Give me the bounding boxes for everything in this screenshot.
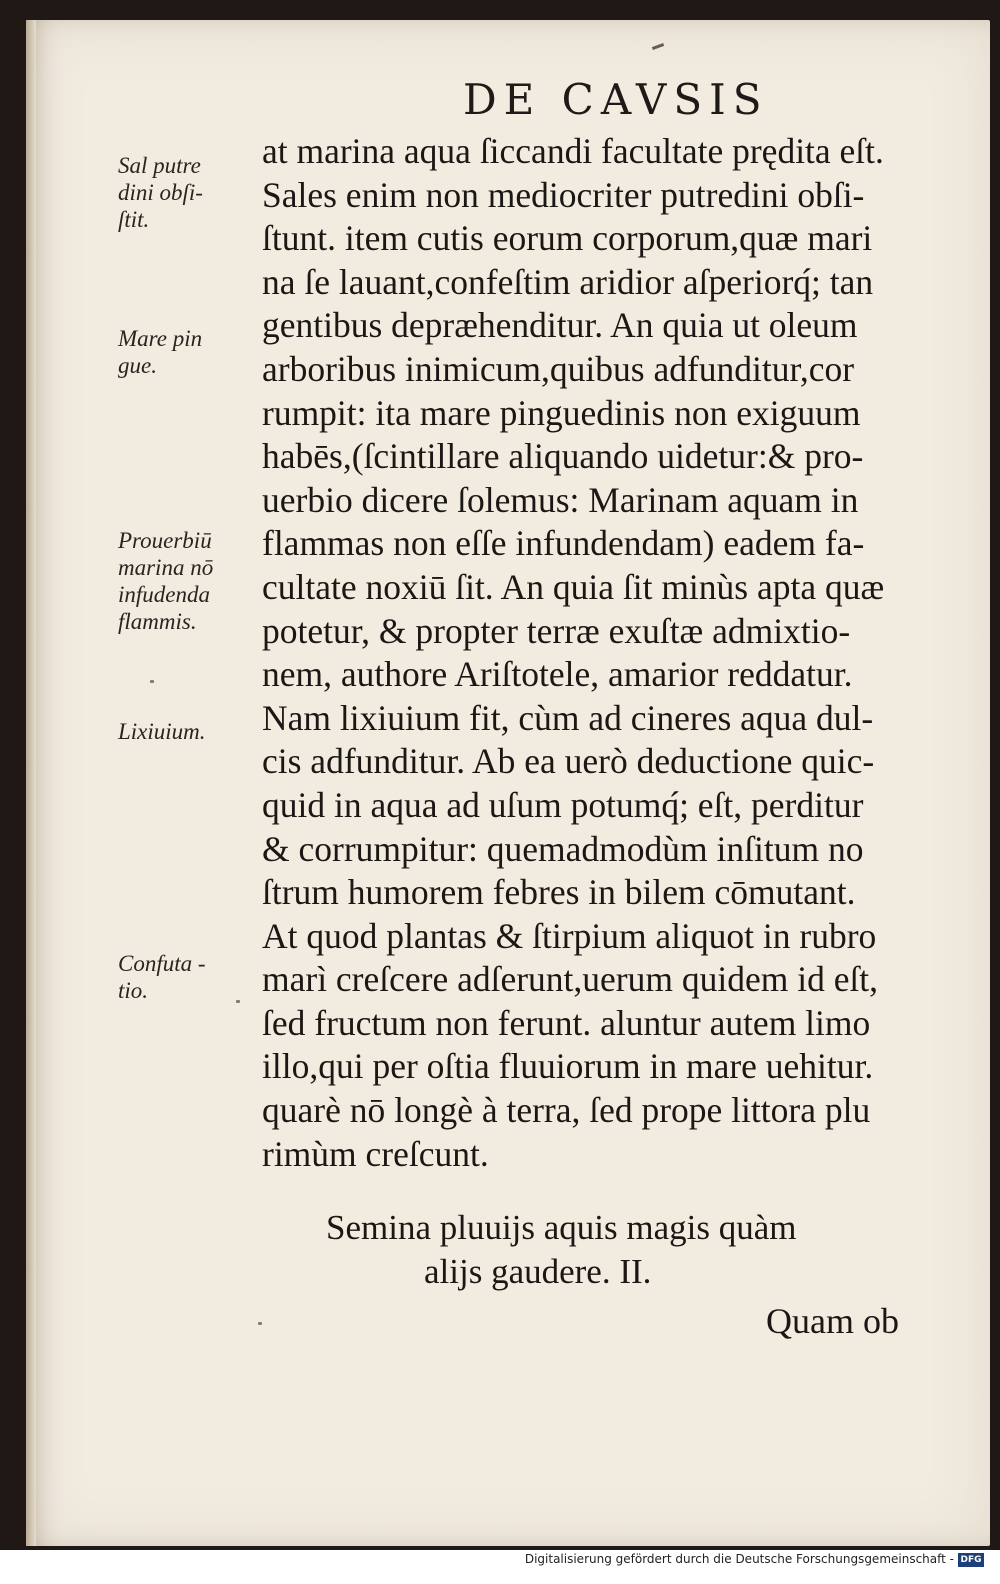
- marginal-note: [118, 152, 266, 233]
- running-head: DE CAVSIS: [463, 75, 769, 124]
- main-text-block: [262, 130, 952, 1176]
- marginal-note-line: flammis.: [118, 609, 197, 634]
- text-line: potetur, & propter terræ exuſtæ admixtio-: [262, 610, 851, 651]
- text-line: cultate noxiū ſit. An quia ſit minùs apta quæ: [262, 566, 885, 607]
- section-heading: [262, 1206, 952, 1294]
- ink-speck: [236, 1000, 240, 1003]
- text-line: cis adfunditur. Ab ea uerò deductione quic-: [262, 741, 875, 782]
- marginal-note-line: ſtit.: [118, 207, 150, 232]
- text-line: ſed fructum non ferunt. aluntur autem limo: [262, 1002, 871, 1043]
- text-line: & corrumpitur: quemadmodùm inſitum no: [262, 828, 864, 869]
- text-line: rumpit: ita mare pinguedinis non exiguum: [262, 392, 861, 433]
- marginal-note-line: Sal putre: [118, 153, 201, 178]
- text-line: gentibus depræhenditur. An quia ut oleum: [262, 305, 858, 346]
- marginal-note-line: tio.: [118, 978, 149, 1003]
- text-line: uerbio dicere ſolemus: Marinam aquam in: [262, 479, 859, 520]
- text-line: marì creſcere adſerunt,uerum quidem id eſt,: [262, 959, 879, 1000]
- marginal-note-line: Mare pin: [118, 326, 203, 351]
- section-heading-line: Semina pluuijs aquis magis quàm: [326, 1208, 797, 1247]
- text-line: rimùm creſcunt.: [262, 1133, 489, 1174]
- text-line: at marina aqua ſiccandi facultate prędita eſt.: [262, 131, 884, 171]
- marginal-note: [118, 718, 266, 745]
- text-line: Nam lixiuium fit, cùm ad cineres aqua dul-: [262, 697, 874, 738]
- page-gutter-shadow: [26, 20, 36, 1546]
- funding-credit: Digitalisierung gefördert durch die Deutsche Forschungsgemeinschaft -: [524, 1552, 954, 1566]
- text-line: quarè nō longè à terra, ſed prope littora plu: [262, 1090, 871, 1131]
- marginal-note: [118, 950, 266, 1004]
- ink-speck: [150, 680, 154, 683]
- ink-speck: [258, 1322, 262, 1325]
- text-line: ſtrum humorem febres in bilem cōmutant.: [262, 872, 856, 913]
- marginal-note-line: infudenda: [118, 582, 210, 607]
- marginal-note-line: Confuta -: [118, 951, 206, 976]
- marginal-note: [118, 527, 266, 635]
- text-line: habēs,(ſcintillare aliquando uidetur:& pro-: [262, 436, 864, 477]
- text-line: illo,qui per oſtia fluuiorum in mare uehitur.: [262, 1046, 874, 1087]
- marginal-note-line: dini obſi-: [118, 180, 203, 205]
- text-line: quid in aqua ad uſum potumq́; eſt, perditur: [262, 784, 864, 825]
- marginal-note-line: marina nō: [118, 555, 214, 580]
- marginal-note-line: gue.: [118, 353, 157, 378]
- text-line: flammas non eſſe infundendam) eadem fa-: [262, 523, 865, 564]
- text-line: na ſe lauant,confeſtim aridior aſperiorq́; tan: [262, 261, 874, 302]
- marginal-note-line: Lixiuium.: [118, 719, 206, 744]
- text-line: At quod plantas & ſtirpium aliquot in rubro: [262, 915, 877, 956]
- text-line: nem, authore Ariſtotele, amarior reddatur.: [262, 654, 853, 695]
- marginal-note-line: Prouerbiū: [118, 528, 212, 553]
- catchword: Quam ob: [766, 1301, 899, 1341]
- section-heading-line: alijs gaudere. II.: [424, 1252, 652, 1291]
- text-line: ſtunt. item cutis eorum corporum,quæ mari: [262, 218, 873, 259]
- marginal-note: [118, 325, 266, 379]
- text-line: Sales enim non mediocriter putredini obſi-: [262, 174, 865, 215]
- dfg-logo: DFG: [958, 1553, 984, 1567]
- text-line: arboribus inimicum,quibus adfunditur,cor: [262, 348, 855, 389]
